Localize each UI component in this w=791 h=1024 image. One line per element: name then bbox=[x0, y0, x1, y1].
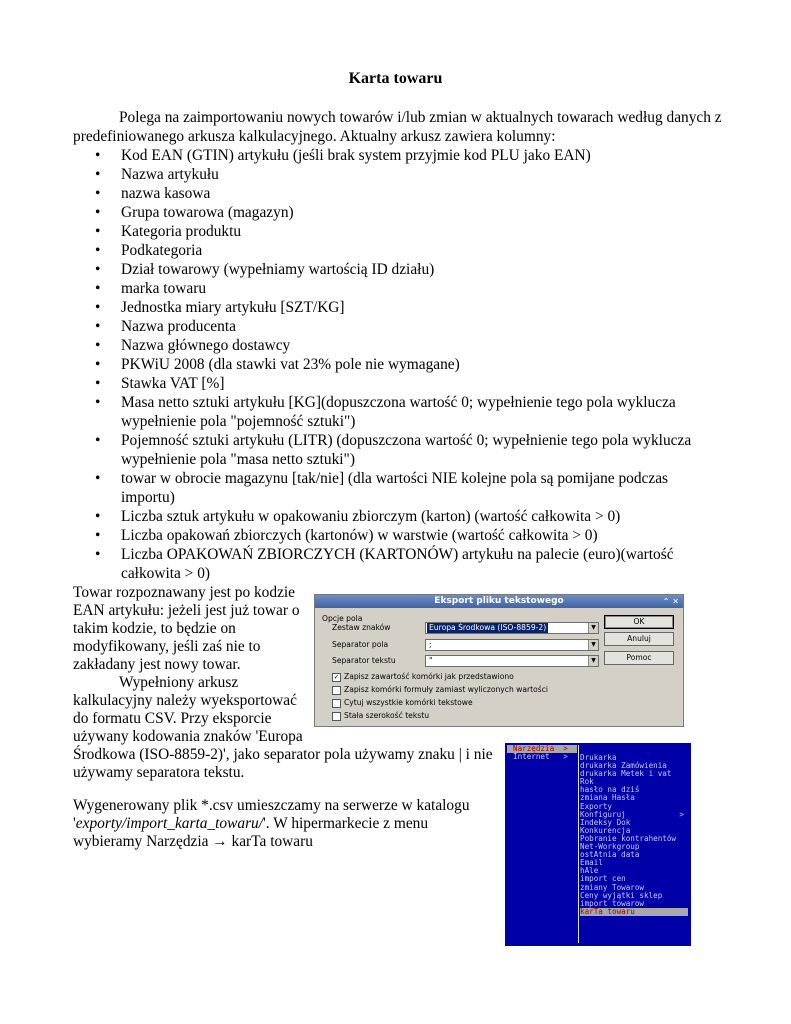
intro-paragraph: Polega na zaimportowaniu nowych towarów i/lub zmian w aktualnych towarach według danych z predefiniowanego arkusza kalkulacyjnego. Aktualny arkusz zawiera kolumny: bbox=[73, 109, 722, 145]
submenu-item[interactable]: drukarka Zamówienia bbox=[580, 761, 667, 771]
list-item: • Nazwa producenta bbox=[73, 317, 723, 336]
checkbox-label: Zapisz zawartość komórki jak przedstawiono bbox=[344, 672, 514, 681]
list-item: • PKWiU 2008 (dla stawki vat 23% pole nie wymagane) bbox=[73, 355, 723, 374]
chevron-down-icon[interactable]: ▼ bbox=[588, 656, 598, 666]
submenu-label: Konfiguruj bbox=[580, 809, 626, 819]
field-separator-value: ; bbox=[429, 640, 432, 649]
submenu-item[interactable]: Email bbox=[580, 858, 603, 868]
tools-submenu bbox=[580, 754, 688, 916]
field-options-group bbox=[322, 614, 599, 722]
dialog-titlebar bbox=[315, 595, 683, 608]
charset-value: Europa Środkowa (ISO-8859-2) bbox=[429, 623, 547, 632]
checkbox-box[interactable] bbox=[332, 686, 341, 695]
list-item: • Kod EAN (GTIN) artykułu (jeśli brak system przyjmie kod PLU jako EAN) bbox=[73, 146, 723, 165]
submenu-item[interactable]: zmiana Hasła bbox=[580, 793, 635, 803]
checkbox-label: Zapisz komórki formuły zamiast wyliczonych wartości bbox=[344, 685, 549, 694]
submenu-item[interactable]: Exporty bbox=[580, 801, 613, 811]
upload-prefix: Wygenerowany plik *.csv umieszczamy na serwerze w katalogu ' bbox=[73, 797, 470, 832]
upload-path: exporty/import_karta_towaru/ bbox=[75, 815, 264, 832]
submenu-item[interactable]: import towarow bbox=[580, 898, 645, 908]
terminal-menu bbox=[505, 743, 691, 946]
checkbox-box[interactable] bbox=[332, 712, 341, 721]
ok-button[interactable]: OK bbox=[604, 615, 674, 629]
list-item: • Liczba OPAKOWAŃ ZBIORCZYCH (KARTONÓW) artykułu na palecie (euro)(wartość całkowita > 0) bbox=[73, 545, 723, 583]
text-separator-value: " bbox=[429, 656, 433, 665]
checkbox-label: Stała szerokość tekstu bbox=[344, 711, 430, 720]
submenu-item[interactable]: Net-Workgroup bbox=[580, 842, 640, 852]
main-menu bbox=[507, 745, 577, 761]
document-title: Karta towaru bbox=[348, 70, 443, 87]
help-button[interactable]: Pomoc bbox=[604, 651, 674, 665]
list-item: • Stawka VAT [%] bbox=[73, 374, 723, 393]
recognition-paragraph bbox=[73, 584, 309, 746]
submenu-item[interactable]: Indeksy Dok bbox=[580, 817, 631, 827]
field-separator-select[interactable] bbox=[425, 639, 599, 651]
submenu-item[interactable]: hAle bbox=[580, 866, 599, 876]
list-item: • Liczba opakowań zbiorczych (kartonów) w warstwie (wartość całkowita > 0) bbox=[73, 526, 723, 545]
cancel-button[interactable]: Anuluj bbox=[604, 632, 674, 646]
checkbox-box[interactable] bbox=[332, 699, 341, 708]
menu-item-narzedzia[interactable]: Narzędzia > bbox=[507, 745, 577, 753]
checkmark-icon[interactable]: ✓ bbox=[333, 673, 340, 681]
list-item: • Grupa towarowa (magazyn) bbox=[73, 203, 723, 222]
chevron-down-icon[interactable]: ▼ bbox=[588, 640, 598, 650]
titlebar-buttons[interactable]: ⌃ ✕ bbox=[662, 597, 679, 606]
charset-label: Zestaw znaków bbox=[332, 623, 391, 632]
list-item: • towar w obrocie magazynu [tak/nie] (dla wartości NIE kolejne pola są pomijane podczas importu) bbox=[73, 469, 723, 507]
list-item: • Jednostka miary artykułu [SZT/KG] bbox=[73, 298, 723, 317]
charset-select[interactable] bbox=[425, 622, 599, 634]
submenu-item[interactable]: zmiany Towarow bbox=[580, 882, 645, 892]
export-dialog bbox=[314, 594, 684, 727]
list-item: • Dział towarowy (wypełniamy wartością ID działu) bbox=[73, 260, 723, 279]
menu-item-internet[interactable]: Internet > bbox=[513, 752, 568, 762]
submenu-item[interactable]: import cen bbox=[580, 874, 626, 884]
list-item: • marka towaru bbox=[73, 279, 723, 298]
submenu-item-karta-towaru[interactable]: karTa towaru bbox=[580, 908, 688, 916]
list-item: • Podkategoria bbox=[73, 241, 723, 260]
export-text-a: Wypełniony arkusz kalkulacyjny należy wyeksportować do formatu CSV. Przy eksporcie używany kodowania znaków 'Europa bbox=[73, 674, 303, 745]
submenu-item[interactable]: Drukarka bbox=[580, 753, 617, 762]
list-item: • Nazwa głównego dostawcy bbox=[73, 336, 723, 355]
columns-list bbox=[73, 146, 723, 583]
submenu-item[interactable]: Konkurencja bbox=[580, 825, 631, 835]
chevron-right-icon: > bbox=[679, 809, 684, 819]
list-item: • Masa netto sztuki artykułu [KG](dopuszczona wartość 0; wypełnienie tego pola wyklucza wypełnienie pola "pojemność sztuki") bbox=[73, 393, 723, 431]
list-item: • Liczba sztuk artykułu w opakowaniu zbiorczym (karton) (wartość całkowita > 0) bbox=[73, 507, 723, 526]
list-item: • Pojemność sztuki artykułu (LITR) (dopuszczona wartość 0; wypełnienie tego pola wyklucza wypełnienie pola "masa netto sztuki") bbox=[73, 431, 723, 469]
text-separator-select[interactable] bbox=[425, 655, 599, 667]
checkbox-label: Cytuj wszystkie komórki tekstowe bbox=[344, 698, 473, 707]
text-separator-label: Separator tekstu bbox=[332, 656, 396, 665]
list-item: • Kategoria produktu bbox=[73, 222, 723, 241]
submenu-item[interactable]: hasło na dziś bbox=[580, 785, 640, 795]
submenu-item[interactable]: Pobranie kontrahentów bbox=[580, 833, 677, 843]
field-separator-label: Separator pola bbox=[332, 640, 389, 649]
submenu-item[interactable]: Ceny wyjątki sklep bbox=[580, 890, 663, 900]
submenu-item[interactable]: ostAtnia data bbox=[580, 850, 640, 860]
upload-suffix: '. W hipermarkecie z menu wybieramy Narzędzia → karTa towaru bbox=[73, 815, 429, 850]
group-label: Opcje pola bbox=[322, 614, 363, 623]
list-item: • Nazwa artykułu bbox=[73, 165, 723, 184]
list-item: • nazwa kasowa bbox=[73, 184, 723, 203]
dialog-title: Eksport pliku tekstowego bbox=[434, 596, 564, 606]
upload-paragraph bbox=[73, 797, 493, 851]
chevron-down-icon[interactable]: ▼ bbox=[588, 623, 598, 633]
recognition-text: Towar rozpoznawany jest po kodzie EAN artykułu: jeżeli jest już towar o takim kodzie, to będzie on modyfikowany, jeśli zaś nie to zakładany jest nowy towar. bbox=[73, 584, 300, 673]
submenu-item[interactable]: Rok bbox=[580, 777, 594, 787]
menu-divider bbox=[578, 745, 579, 943]
export-paragraph: Środkowa (ISO-8859-2)', jako separator pola używamy znaku | i nie używamy separatora tekstu. bbox=[73, 746, 493, 781]
submenu-item[interactable]: drukarka Metek i vat bbox=[580, 769, 672, 779]
